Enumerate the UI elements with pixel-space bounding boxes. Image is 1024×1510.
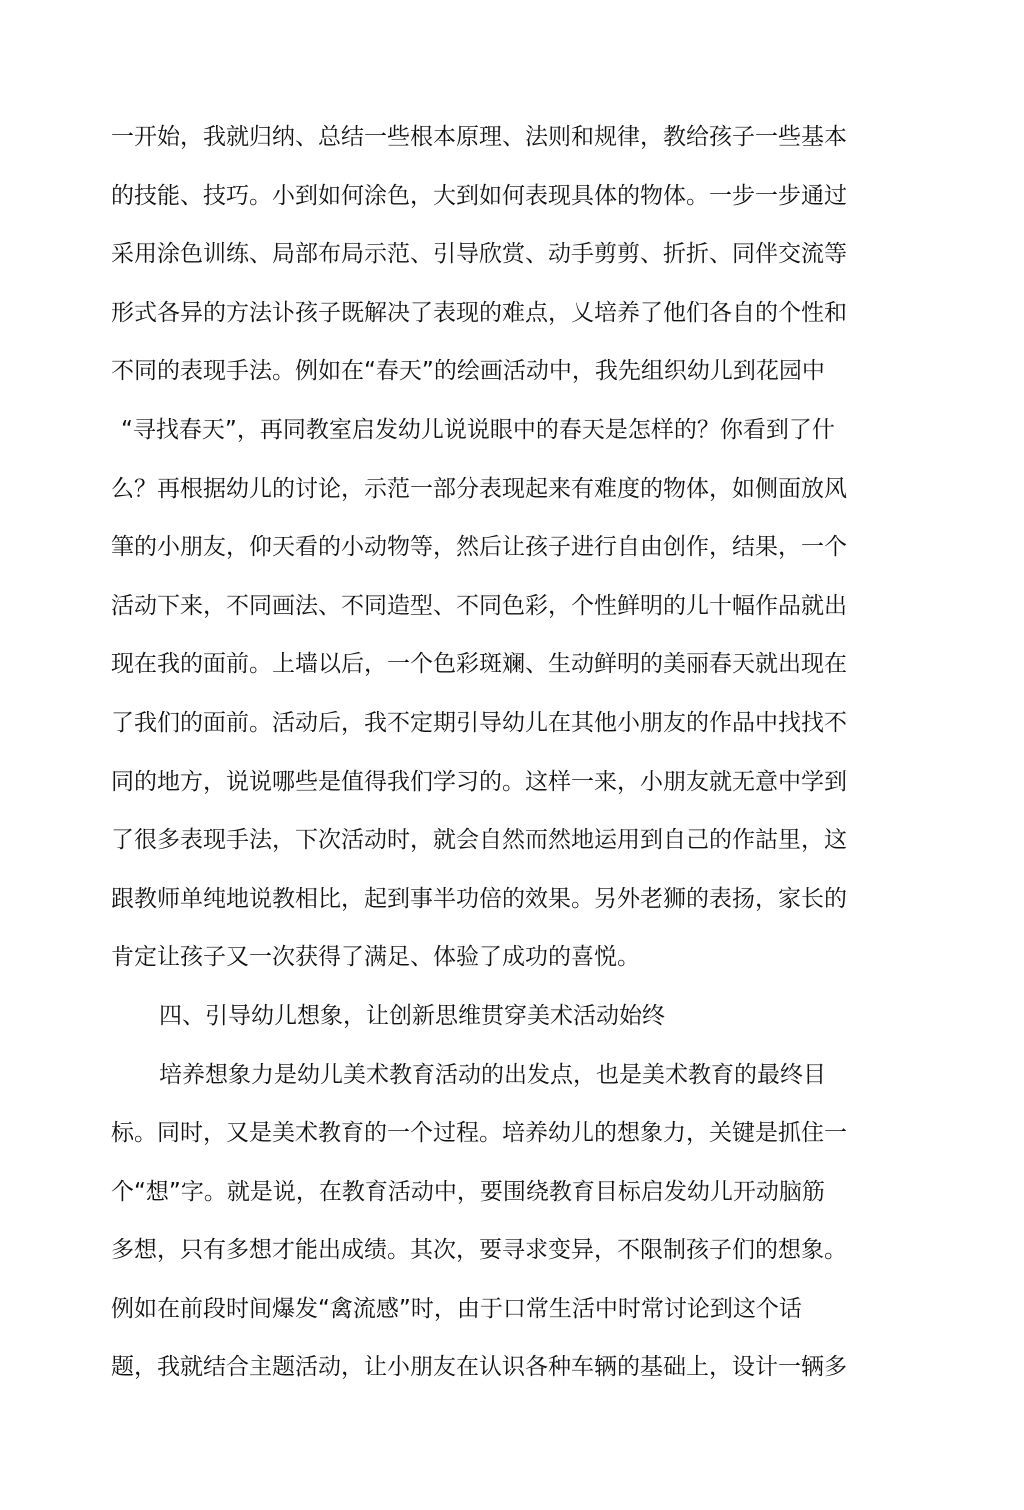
text-line: 形式各异的方法讣孩子既解决了表现的难点，乂培养了他们各自的个性和 [111,299,847,326]
section-heading: 四、引导幼儿想象，让创新思维贯穿美术活动始终 [159,1002,665,1029]
text-line: 的技能、技巧。小到如何涂色，大到如何表现具体的物体。一步一步通过 [111,182,847,209]
text-line: 了我们的面前。活动后，我不定期引导幼儿在其他小朋友的作品中找找不 [111,709,847,736]
text-line: 采用涂色训练、局部布局示范、引导欣赏、动手剪剪、折折、同伴交流等 [111,241,847,268]
text-line: 么？再根据幼儿的讨论，示范一部分表现起来有难度的物体，如侧面放风 [111,475,847,502]
text-line: 了很多表现手法，下次活动时，就会自然而然地运用到自己的作詁里，这 [111,827,847,854]
text-line: 例如在前段时间爆发“禽流感”时，由于口常生活中时常讨论到这个话 [111,1295,802,1322]
text-line: 题，我就结合主题活动，让小朋友在认识各种车辆的基础上，设计一辆多 [111,1354,847,1381]
text-line: 跟教师单纯地说教相比，起到事半功倍的效果。另外老狮的表扬，家长的 [111,885,847,912]
text-line: 肯定让孩子又一次获得了满足、体验了成功的喜悦。 [111,944,640,971]
text-line: 活动下来，不同画法、不同造型、不同色彩，个性鲜明的儿十幅作品就出 [111,592,847,619]
text-line: 现在我的面前。上墙以后，一个色彩斑斓、生动鲜明的美丽春天就出现在 [111,651,847,678]
text-line: 多想，只有多想才能出成绩。其次，要寻求变异，不限制孩子们的想象。 [111,1237,847,1264]
text-line: “寻找春天”，再同教室启发幼儿说说眼中的春天是怎样的？你看到了什 [121,416,835,443]
text-line: 一开始，我就归纳、总结一些根本原理、法则和规律，教给孩子一些基本 [111,124,847,150]
text-line: 筆的小朋友，仰天看的小动物等，然后让孩子进行自由创作，结果，一个 [111,534,847,561]
text-line: 同的地方，说说哪些是值得我们学习的。这样一来，小朋友就无意中学到 [111,768,847,795]
paragraph-start: 培养想象力是幼儿美术教育活动的出发点，也是美术教育的最终目 [159,1061,826,1088]
text-line: 个“想”字。就是说，在教育活动中，要围绕教育目标启发幼儿开动脑筋 [111,1178,825,1205]
body-text [111,108,861,1397]
text-line: 标。同时，又是美术教育的一个过程。培养幼儿的想象力，关键是抓住一 [111,1120,847,1147]
text-line: 不同的表现手法。例如在“春天”的绘画活动中，我先组织幼儿到花园中 [111,358,825,385]
